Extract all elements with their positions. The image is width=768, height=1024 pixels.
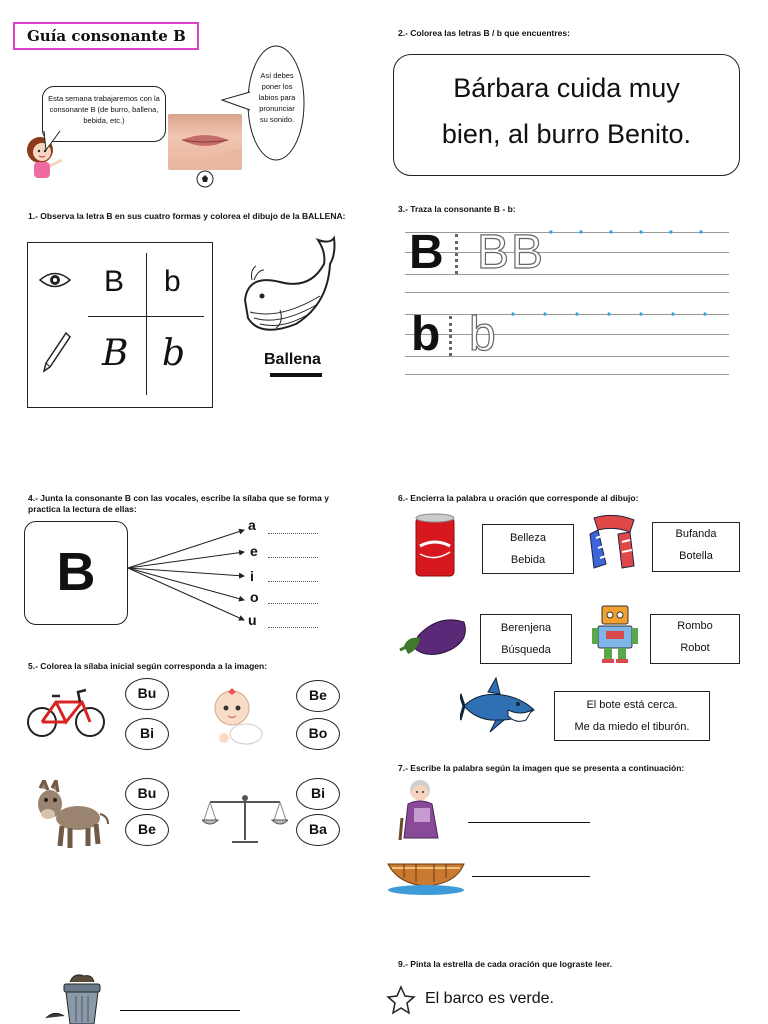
- big-letter-b: B: [24, 521, 128, 625]
- s6-option-bote[interactable]: El bote está cerca.: [586, 699, 678, 711]
- s5-option-be-1[interactable]: Be: [296, 680, 340, 712]
- shark-icon: [460, 676, 536, 738]
- eye-icon: [38, 269, 72, 291]
- baby-icon: [206, 686, 268, 748]
- s6-option-botella[interactable]: Botella: [679, 550, 713, 562]
- intro-text: Esta semana trabajaremos con la consonante B (de burro, ballena, bebida, etc.): [48, 94, 160, 125]
- s1-instruction: 1.- Observa la letra B en sus cuatro formas y colorea el dibujo de la BALLENA:: [28, 211, 346, 221]
- s6-instruction: 6.- Encierra la palabra u oración que corresponde al dibujo:: [398, 493, 639, 503]
- vowel-e: e: [250, 543, 258, 559]
- trace-lower-model: b: [411, 308, 441, 361]
- donkey-icon: [30, 780, 112, 852]
- eggplant-icon: [398, 610, 470, 662]
- vowel-a: a: [248, 517, 256, 533]
- s7-instruction: 7.- Escribe la palabra según la imagen que se presenta a continuación:: [398, 763, 685, 773]
- s5-option-bi-1[interactable]: Bi: [125, 718, 169, 750]
- s3-instruction: 3.- Traza la consonante B - b:: [398, 204, 516, 214]
- s6-choices-3: [480, 614, 572, 664]
- s2-instruction: 2.- Colorea las letras B / b que encuentres:: [398, 28, 570, 38]
- trace-guide-dots-upper: [545, 228, 725, 238]
- vowel-u: u: [248, 612, 257, 628]
- letter-forms-grid: [27, 242, 213, 408]
- trace-upper-model: B: [409, 226, 444, 279]
- grandmother-icon: [394, 778, 450, 842]
- sentence-box: [393, 54, 740, 176]
- letter-cursive-lower: b: [162, 333, 186, 374]
- vowel-o: o: [250, 589, 259, 605]
- s9-instruction: 9.- Pinta la estrella de cada oración que lograste leer.: [398, 959, 613, 969]
- whale-label: Ballena: [264, 351, 321, 368]
- s9-sentence: El barco es verde.: [425, 990, 554, 1007]
- s5-option-bu-2[interactable]: Bu: [125, 778, 169, 810]
- syllable-line-o[interactable]: [268, 603, 318, 604]
- s6-option-tiburon[interactable]: Me da miedo el tiburón.: [574, 721, 690, 733]
- star-icon[interactable]: [386, 985, 416, 1015]
- s6-option-busqueda[interactable]: Búsqueda: [501, 644, 551, 656]
- boat-icon: [386, 852, 466, 896]
- connector-arrows: [126, 520, 256, 630]
- s5-instruction: 5.- Colorea la sílaba inicial según corresponda a la imagen:: [28, 661, 268, 671]
- s6-choices-4: [650, 614, 740, 664]
- trace-upper-dotted-3: B: [511, 226, 544, 279]
- s5-option-be-2[interactable]: Be: [125, 814, 169, 846]
- s6-choices-2: [652, 522, 740, 572]
- letter-print-lower: b: [164, 265, 181, 298]
- vowel-i: i: [250, 568, 254, 584]
- trace-lower-dotted-2: b: [469, 308, 496, 361]
- trash-can-icon: [44, 972, 108, 1024]
- letter-print-upper: B: [104, 265, 125, 298]
- sentence-line-1: Bárbara cuida muy: [453, 73, 680, 103]
- trace-guide-dots-lower: [505, 310, 725, 320]
- bicycle-icon: [26, 682, 106, 742]
- sentence-line-2: bien, al burro Benito.: [441, 119, 692, 149]
- syllable-line-a[interactable]: [268, 533, 318, 534]
- s6-choices-5: [554, 691, 710, 741]
- s6-option-belleza[interactable]: Belleza: [509, 532, 547, 544]
- s5-option-ba-2[interactable]: Ba: [296, 814, 340, 846]
- s5-option-bo-1[interactable]: Bo: [296, 718, 340, 750]
- answer-line-1[interactable]: [468, 822, 590, 823]
- s6-option-bebida[interactable]: Bebida: [510, 554, 546, 566]
- whale-icon: [240, 234, 350, 344]
- whale-underline: [270, 373, 322, 377]
- letter-cursive-upper: B: [102, 333, 129, 374]
- trace-upper-dotted-1: [455, 234, 461, 274]
- scale-icon: [202, 792, 288, 846]
- s6-option-berenjena[interactable]: Berenjena: [500, 622, 552, 634]
- trace-lower-dotted-1: [449, 316, 455, 356]
- s6-option-robot[interactable]: Robot: [680, 642, 710, 654]
- syllable-line-u[interactable]: [268, 627, 318, 628]
- bubble-tail: [40, 130, 70, 152]
- lips-text: Así debes poner los labios para pronunciar su sonido.: [258, 71, 296, 124]
- robot-icon: [590, 604, 640, 664]
- pencil-icon: [40, 331, 72, 375]
- trace-row-lower: [405, 310, 729, 376]
- ball-icon: [196, 170, 214, 188]
- trace-upper-dotted-2: B: [477, 226, 510, 279]
- scarf-icon: [588, 514, 640, 576]
- s6-option-rombo[interactable]: Rombo: [677, 620, 713, 632]
- trace-row-upper: [405, 228, 729, 294]
- page-title: Guía consonante B: [13, 22, 199, 50]
- s5-option-bi-2[interactable]: Bi: [296, 778, 340, 810]
- s6-option-bufanda[interactable]: Bufanda: [675, 528, 717, 540]
- s6-choices-1: [482, 524, 574, 574]
- s4-instruction: 4.- Junta la consonante B con las vocales, escribe la sílaba que se forma y practica la lectura de ellas:: [28, 493, 329, 514]
- soda-can-icon: [410, 512, 460, 580]
- syllable-line-i[interactable]: [268, 581, 318, 582]
- answer-line-3[interactable]: [120, 1010, 240, 1011]
- answer-line-2[interactable]: [472, 876, 590, 877]
- s5-option-bu-1[interactable]: Bu: [125, 678, 169, 710]
- syllable-line-e[interactable]: [268, 557, 318, 558]
